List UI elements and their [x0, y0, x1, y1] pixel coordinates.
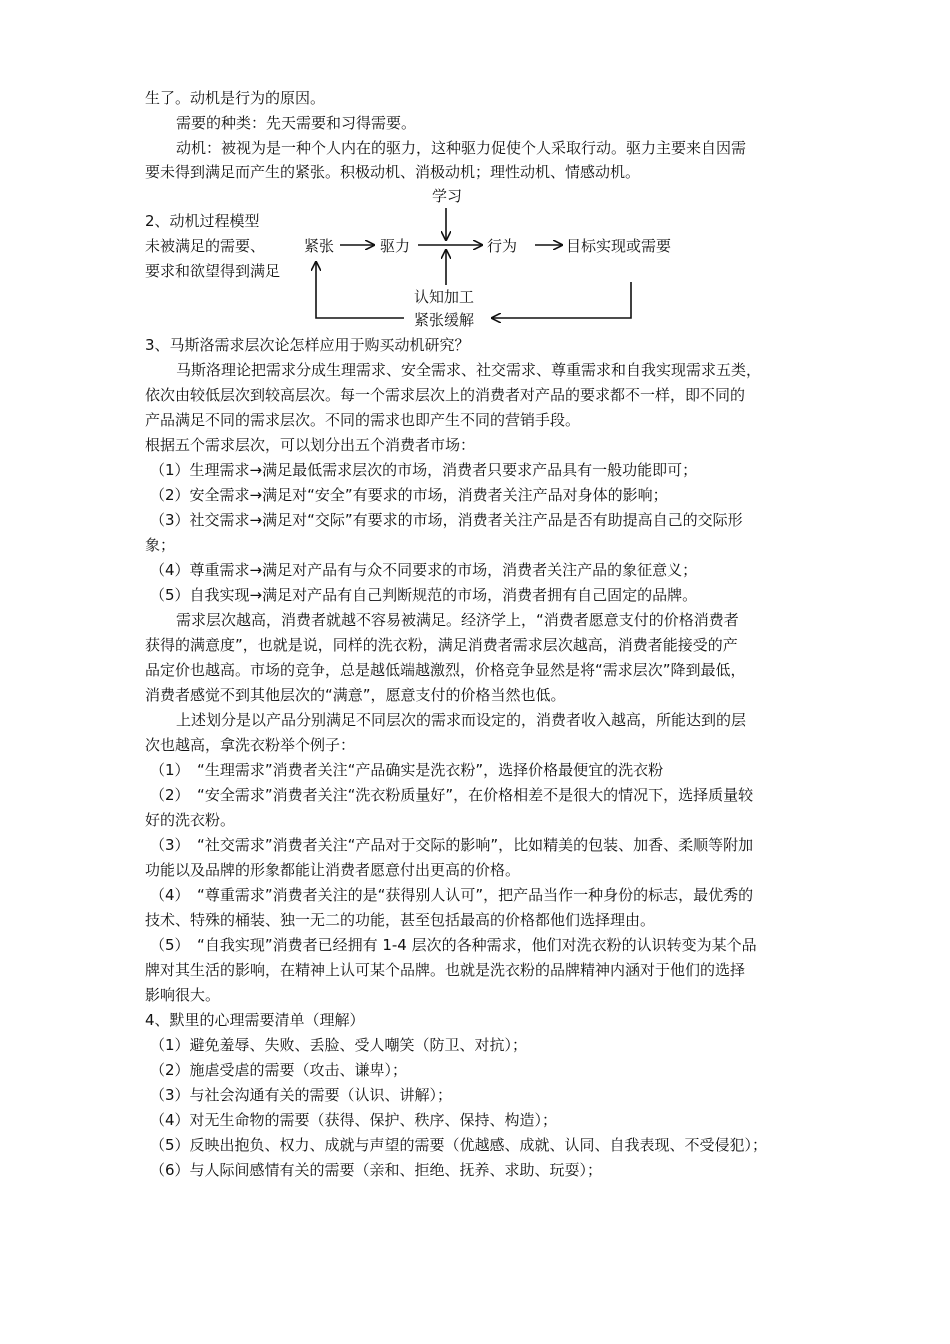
list-item: （4）对无生命物的需要（获得、保护、秩序、保持、构造）； — [150, 1111, 558, 1129]
diagram-node-drive: 驱力 — [380, 237, 411, 255]
list-item: （5）自我实现→满足对产品有自己判断规范的市场，消费者拥有自己固定的品牌。 — [150, 586, 698, 604]
diagram-node-goal: 目标实现或需要 — [566, 237, 672, 255]
diagram-node-tension: 紧张 — [304, 237, 335, 255]
list-item: 影响很大。 — [145, 986, 221, 1004]
list-item: （2）安全需求→满足对“安全”有要求的市场，消费者关注产品对身体的影响； — [150, 486, 668, 504]
list-item: （2） “安全需求”消费者关注“洗衣粉质量好”，在价格相差不是很大的情况下，选择质量较 — [150, 786, 754, 804]
list-item: （2）施虐受虐的需要（攻击、谦卑）； — [150, 1061, 408, 1079]
list-item: （5）反映出抱负、权力、成就与声望的需要（优越感、成就、认同、自我表现、不受侵犯）； — [150, 1136, 768, 1154]
paragraph-line: 获得的满意度”，也就是说，同样的洗衣粉，满足消费者需求层次越高，消费者能接受的产 — [145, 636, 738, 654]
intro-line: 生了。动机是行为的原因。 — [145, 89, 326, 107]
list-item: （1）避免羞辱、失败、丢脸、受人嘲笑（防卫、对抗）； — [150, 1036, 528, 1054]
list-item: 象； — [145, 536, 176, 554]
list-item: （3） “社交需求”消费者关注“产品对于交际的影响”，比如精美的包装、加香、柔顺等附加 — [150, 836, 754, 854]
intro-line: 需要的种类：先天需要和习得需要。 — [176, 114, 417, 132]
diagram-node-relief: 紧张缓解 — [414, 311, 475, 329]
diagram-node-cognition: 认知加工 — [414, 288, 475, 306]
list-item: 牌对其生活的影响，在精神上认可某个品牌。也就是洗衣粉的品牌精神内涵对于他们的选择 — [145, 961, 746, 979]
list-item: （4） “尊重需求”消费者关注的是“获得别人认可”，把产品当作一种身份的标志，最优秀的 — [150, 886, 754, 904]
paragraph-line: 产品满足不同的需求层次。不同的需求也即产生不同的营销手段。 — [145, 411, 581, 429]
list-item: （5） “自我实现”消费者已经拥有 1-4 层次的各种需求，他们对洗衣粉的认识转变为某个品 — [150, 936, 757, 954]
paragraph-line: 依次由较低层次到较高层次。每一个需求层次上的消费者对产品的要求都不一样，即不同的 — [145, 386, 746, 404]
section-heading: 3、马斯洛需求层次论怎样应用于购买动机研究？ — [145, 336, 470, 354]
paragraph-line: 根据五个需求层次，可以划分出五个消费者市场： — [145, 436, 476, 454]
feedback-line-left — [316, 262, 404, 318]
paragraph-line: 消费者感觉不到其他层次的“满意”，愿意支付的价格当然也低。 — [145, 686, 566, 704]
feedback-line-right — [492, 282, 631, 318]
paragraph-line: 上述划分是以产品分别满足不同层次的需求而设定的，消费者收入越高，所能达到的层 — [176, 711, 747, 729]
list-item: 好的洗衣粉。 — [145, 811, 236, 829]
section-heading: 4、默里的心理需要清单（理解） — [145, 1011, 365, 1029]
list-item: （1） “生理需求”消费者关注“产品确实是洗衣粉”，选择价格最便宜的洗衣粉 — [150, 761, 664, 779]
list-item: （1）生理需求→满足最低需求层次的市场，消费者只要求产品具有一般功能即可； — [150, 461, 698, 479]
list-item: 技术、特殊的桶装、独一无二的功能，甚至包括最高的价格都他们选择理由。 — [145, 911, 656, 929]
diagram-node-behavior: 行为 — [487, 237, 518, 255]
list-item: （6）与人际间感情有关的需要（亲和、拒绝、抚养、求助、玩耍）； — [150, 1161, 603, 1179]
paragraph-line: 需求层次越高，消费者就越不容易被满足。经济学上，“消费者愿意支付的价格消费者 — [176, 611, 739, 629]
list-item: （3）社交需求→满足对“交际”有要求的市场，消费者关注产品是否有助提高自己的交际形 — [150, 511, 743, 529]
list-item: 功能以及品牌的形象都能让消费者愿意付出更高的价格。 — [145, 861, 521, 879]
diagram-node-learning: 学习 — [432, 187, 463, 205]
diagram-left-label: 要求和欲望得到满足 — [145, 262, 281, 280]
list-item: （4）尊重需求→满足对产品有与众不同要求的市场，消费者关注产品的象征意义； — [150, 561, 698, 579]
paragraph-line: 马斯洛理论把需求分成生理需求、安全需求、社交需求、尊重需求和自我实现需求五类， — [176, 361, 762, 379]
paragraph-line: 品定价也越高。市场的竞争，总是越低端越激烈，价格竞争显然是将“需求层次”降到最低， — [145, 661, 746, 679]
paragraph-line: 次也越高，拿洗衣粉举个例子： — [145, 736, 356, 754]
list-item: （3）与社会沟通有关的需要（认识、讲解）； — [150, 1086, 453, 1104]
section-heading: 2、动机过程模型 — [145, 212, 260, 230]
intro-line: 要未得到满足而产生的紧张。积极动机、消极动机；理性动机、情感动机。 — [145, 163, 641, 181]
intro-line: 动机：被视为是一种个人内在的驱力，这种驱力促使个人采取行动。驱力主要来自因需 — [176, 139, 747, 157]
diagram-left-label: 未被满足的需要、 — [145, 237, 266, 255]
